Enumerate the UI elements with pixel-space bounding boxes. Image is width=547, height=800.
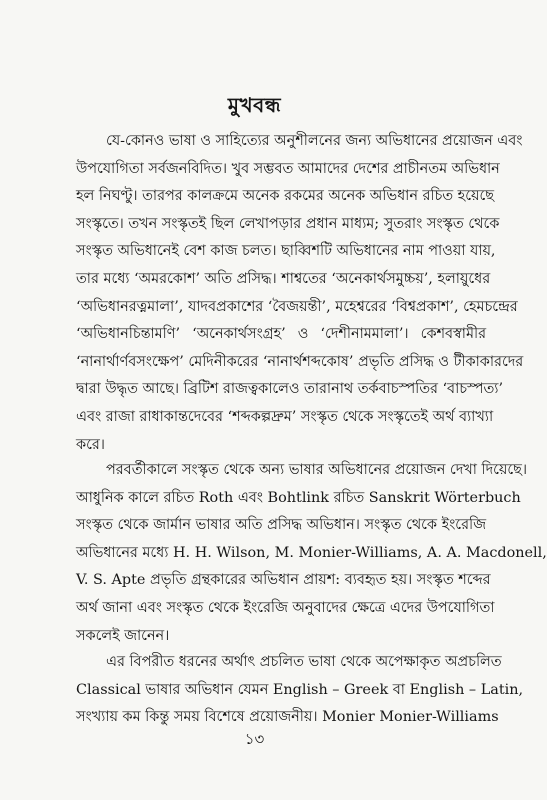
- text-line: পরবর্তীকালে সংস্কৃত থেকে অন্য ভাষার অভিধানের প্রয়োজন দেখা দিয়েছে।: [106, 462, 528, 478]
- text-line: ‘অভিধানরত্নমালা’, যাদবপ্রকাশের ‘বৈজয়ন্তী’, মহেশ্বরের ‘বিশ্বপ্রকাশ’, হেমচন্দ্রের: [76, 298, 518, 315]
- text-line: হল নিঘণ্টু। তারপর কালক্রমে অনেক রকমের অনেক অভিধান রচিত হয়েছে: [76, 188, 495, 205]
- text-line: উপযোগিতা সর্বজনবিদিত। খুব সম্ভবত আমাদের দেশের প্রাচীনতম অভিধান: [76, 160, 500, 177]
- text-line: সকলেই জানেন।: [76, 627, 170, 644]
- text-line: V. S. Apte প্রভৃতি গ্রন্থকারের অভিধান প্রায়শ: ব্যবহৃত হয়। সংস্কৃত শব্দের: [76, 572, 491, 589]
- text-line: এবং রাজা রাধাকান্তদেবের ‘শব্দকল্পদ্রুম’ সংস্কৃত থেকে সংস্কৃতেই অর্থ ব্যাখ্যা: [76, 408, 494, 425]
- text-line: সংস্কৃত অভিধানেই বেশ কাজ চলত। ছাব্বিশটি অভিধানের নাম পাওয়া যায়,: [76, 243, 496, 260]
- text-line: তার মধ্যে ‘অমরকোশ’ অতি প্রসিদ্ধ। শাশ্বতের ‘অনেকার্থসমুচ্চয়’, হলায়ুধের: [76, 270, 491, 287]
- text-line: অভিধানের মধ্যে H. H. Wilson, M. Monier-Williams, A. A. Macdonell,: [76, 544, 547, 561]
- text-line: সংস্কৃতে। তখন সংস্কৃতই ছিল লেখাপড়ার প্রধান মাধ্যম; সুতরাং সংস্কৃত থেকে: [76, 215, 500, 232]
- text-line: অর্থ জানা এবং সংস্কৃত থেকে ইংরেজি অনুবাদের ক্ষেত্রে এদের উপযোগিতা: [76, 599, 495, 616]
- page-number: ১৩: [244, 730, 265, 748]
- page-title: মুখবন্ধ: [227, 93, 282, 117]
- text-line: যে-কোনও ভাষা ও সাহিত্যের অনুশীলনের জন্য অভিধানের প্রয়োজন এবং: [106, 133, 523, 149]
- text-line: ‘অভিধানচিন্তামণি’ ‘অনেকার্থসংগ্রহ’ ও ‘দেশীনামমালা’। কেশবস্বামীর: [76, 326, 486, 343]
- text-line: দ্বারা উদ্ধৃত আছে। ব্রিটিশ রাজত্বকালেও তারানাথ তর্কবাচস্পতির ‘বাচস্পত্য’: [76, 381, 504, 398]
- text-line: সংখ্যায় কম কিন্তু সময় বিশেষে প্রয়োজনীয়। Monier Monier-Williams: [76, 709, 499, 726]
- text-line: সংস্কৃত থেকে জার্মান ভাষার অতি প্রসিদ্ধ অভিধান। সংস্কৃত থেকে ইংরেজি: [76, 517, 486, 534]
- paragraph-3: [76, 649, 524, 732]
- text-line: ‘নানার্থার্ণবসংক্ষেপ’ মেদিনীকরের ‘নানার্থশব্দকোষ’ প্রভৃতি প্রসিদ্ধ ও টীকাকারদের: [76, 353, 524, 370]
- text-line: করে।: [76, 436, 105, 453]
- paragraph-2: [76, 457, 547, 650]
- text-line: আধুনিক কালে রচিত Roth এবং Bohtlink রচিত Sanskrit Wörterbuch: [76, 489, 521, 506]
- text-line: Classical ভাষার অভিধান যেমন English – Greek বা English – Latin,: [76, 681, 524, 698]
- paragraph-1: [76, 128, 524, 459]
- text-line: এর বিপরীত ধরনের অর্থাৎ প্রচলিত ভাষা থেকে অপেক্ষাকৃত অপ্রচলিত: [106, 654, 502, 670]
